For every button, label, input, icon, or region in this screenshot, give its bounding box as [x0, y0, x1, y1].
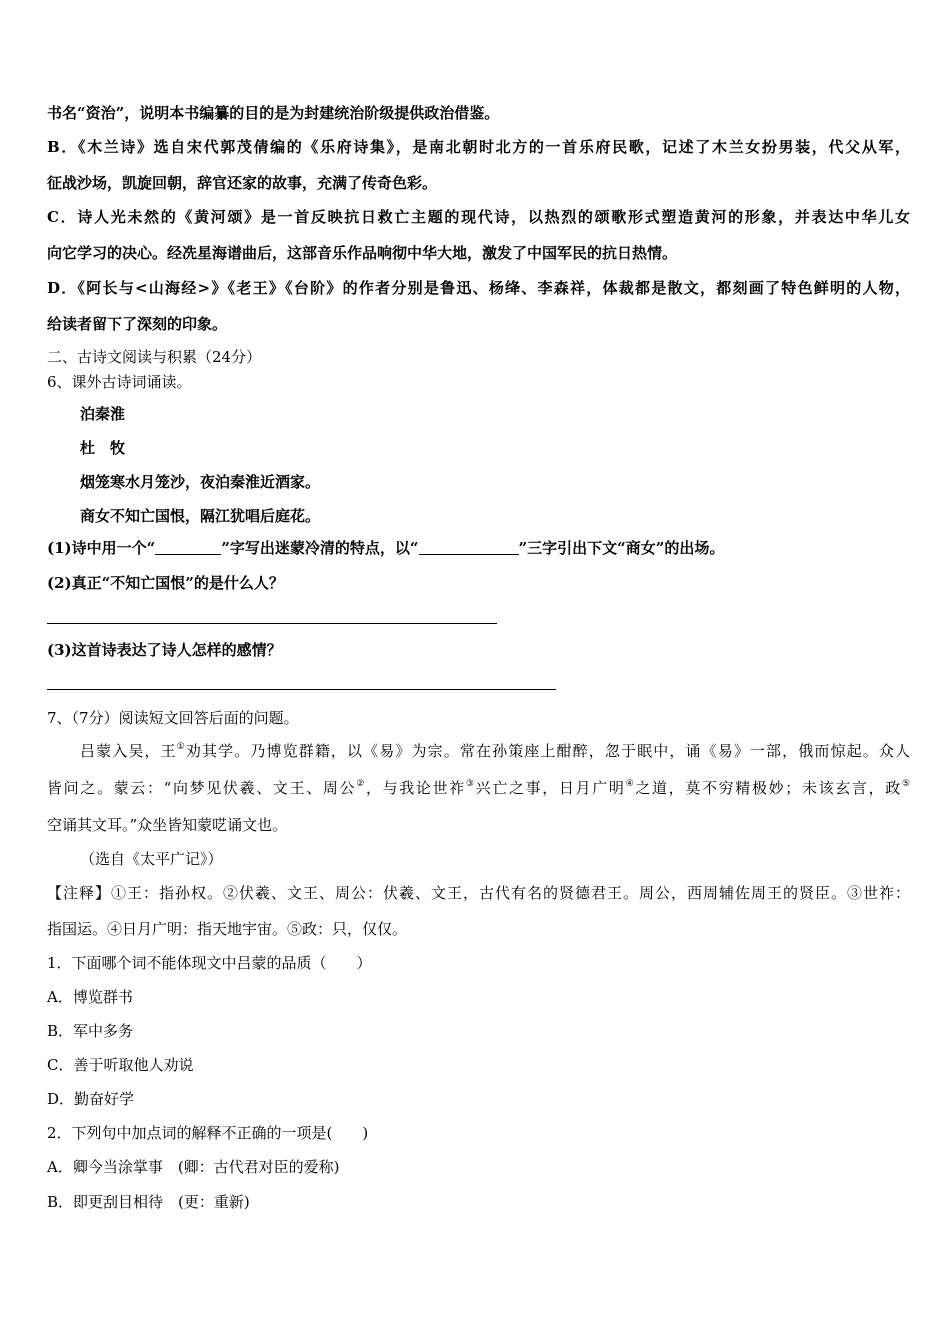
- passage-text: 皆问之。蒙云：“向梦见伏羲、文王、周公: [47, 779, 357, 797]
- q6-sub1-part-c: ”三字引出下文“商女”的出场。: [518, 539, 725, 557]
- passage-line-3: 空诵其文耳。”众坐皆知蒙呓诵文也。: [47, 816, 288, 834]
- option-c-line1: C．诗人光未然的《黄河颂》是一首反映抗日救亡主题的现代诗，以热烈的颂歌形式塑造黄河的形象，并表达中华儿女: [47, 208, 910, 226]
- q6-stem: 6、课外古诗词诵读。: [47, 373, 192, 391]
- q7-1-option-d[interactable]: D．勤奋好学: [47, 1090, 135, 1108]
- footnote-mark-4: ④: [625, 779, 636, 789]
- passage-text: 吕蒙入吴，王: [80, 742, 177, 760]
- q7-1-option-b[interactable]: B．军中多务: [47, 1022, 134, 1040]
- q6-sub2: (2)真正“不知亡国恨”的是什么人？: [47, 574, 284, 592]
- option-d-line1: D．《阿长与<山海经>》《老王》《台阶》的作者分别是鲁迅、杨绛、李森祥，体裁都是散文，都刻画了特色鲜明的人物，: [47, 279, 910, 297]
- passage-line-1: [80, 741, 910, 761]
- poem-title: 泊秦淮: [80, 405, 126, 423]
- q7-stem: 7、（7分）阅读短文回答后面的问题。: [47, 709, 299, 727]
- q6-sub1-part-b: ”字写出迷蒙冷清的特点，以“: [221, 539, 419, 557]
- q7-2-option-b[interactable]: B．即更刮目相待 (更：重新): [47, 1193, 250, 1211]
- q7-1-stem: 1．下面哪个词不能体现文中吕蒙的品质（ ）: [47, 954, 372, 972]
- q6-blank-1[interactable]: [155, 539, 221, 555]
- footnote-mark-2: ②: [356, 779, 366, 789]
- footnote-mark-3: ③: [465, 779, 476, 789]
- option-d-line2: 给读者留下了深刻的印象。: [47, 315, 228, 333]
- notes-line-2: 指国运。④日月广明：指天地宇宙。⑤政：只，仅仅。: [47, 920, 408, 938]
- poem-line-2: 商女不知亡国恨，隔江犹唱后庭花。: [80, 507, 321, 525]
- q6-sub2-answer-line[interactable]: [47, 623, 497, 624]
- q6-sub3-answer-line[interactable]: [47, 689, 556, 690]
- notes-label: 【注释】: [47, 884, 111, 902]
- section-heading: 二、古诗文阅读与积累（24分）: [47, 348, 262, 366]
- q6-sub1-part-a: (1)诗中用一个“: [47, 539, 156, 557]
- passage-source: （选自《太平广记》）: [80, 850, 223, 868]
- poem-author: 杜 牧: [80, 439, 126, 457]
- q7-2-stem: 2．下列句中加点词的解释不正确的一项是( ): [47, 1124, 369, 1142]
- passage-text: 劝其学。乃博览群籍，以《易》为宗。常在孙策座上酣醉，忽于眠中，诵《易》一部，俄而惊起。众人: [185, 742, 910, 760]
- option-b-line2: 征战沙场，凯旋回朝，辞官还家的故事，充满了传奇色彩。: [47, 174, 438, 192]
- option-c-line2: 向它学习的决心。经冼星海谱曲后，这部音乐作品响彻中华大地，激发了中国军民的抗日热情。: [47, 244, 678, 262]
- q7-1-option-c[interactable]: C．善于听取他人劝说: [47, 1056, 194, 1074]
- passage-text: 之道，莫不穷精极妙；未该玄言，政: [635, 779, 902, 797]
- passage-text: 兴亡之事，日月广明: [475, 779, 626, 797]
- q6-blank-2[interactable]: [419, 539, 519, 555]
- option-b-line1: B．《木兰诗》选自宋代郭茂倩编的《乐府诗集》，是南北朝时北方的一首乐府民歌，记述了木兰女扮男装，代父从军，: [47, 138, 910, 156]
- q7-2-option-a[interactable]: A．卿今当涂掌事 (卿：古代君对臣的爱称): [47, 1158, 340, 1176]
- footnote-mark-5: ⑤: [901, 779, 910, 789]
- passage-line-2: [47, 778, 910, 798]
- q6-sub3: (3)这首诗表达了诗人怎样的感情？: [47, 641, 282, 659]
- passage-text: ，与我论世祚: [365, 779, 466, 797]
- option-a-tail: 书名“资治”，说明本书编纂的目的是为封建统治阶级提供政治借鉴。: [47, 104, 500, 122]
- poem-line-1: 烟笼寒水月笼沙，夜泊秦淮近酒家。: [80, 473, 321, 491]
- q7-1-option-a[interactable]: A．博览群书: [47, 988, 133, 1006]
- q6-sub1: [47, 538, 910, 558]
- footnote-mark-1: ①: [176, 742, 186, 752]
- notes-line-1: [47, 883, 910, 903]
- notes-text: ①王：指孙权。②伏羲、文王、周公：伏羲、文王，古代有名的贤德君王。周公，西周辅佐周王的贤臣。③世祚：: [111, 884, 910, 902]
